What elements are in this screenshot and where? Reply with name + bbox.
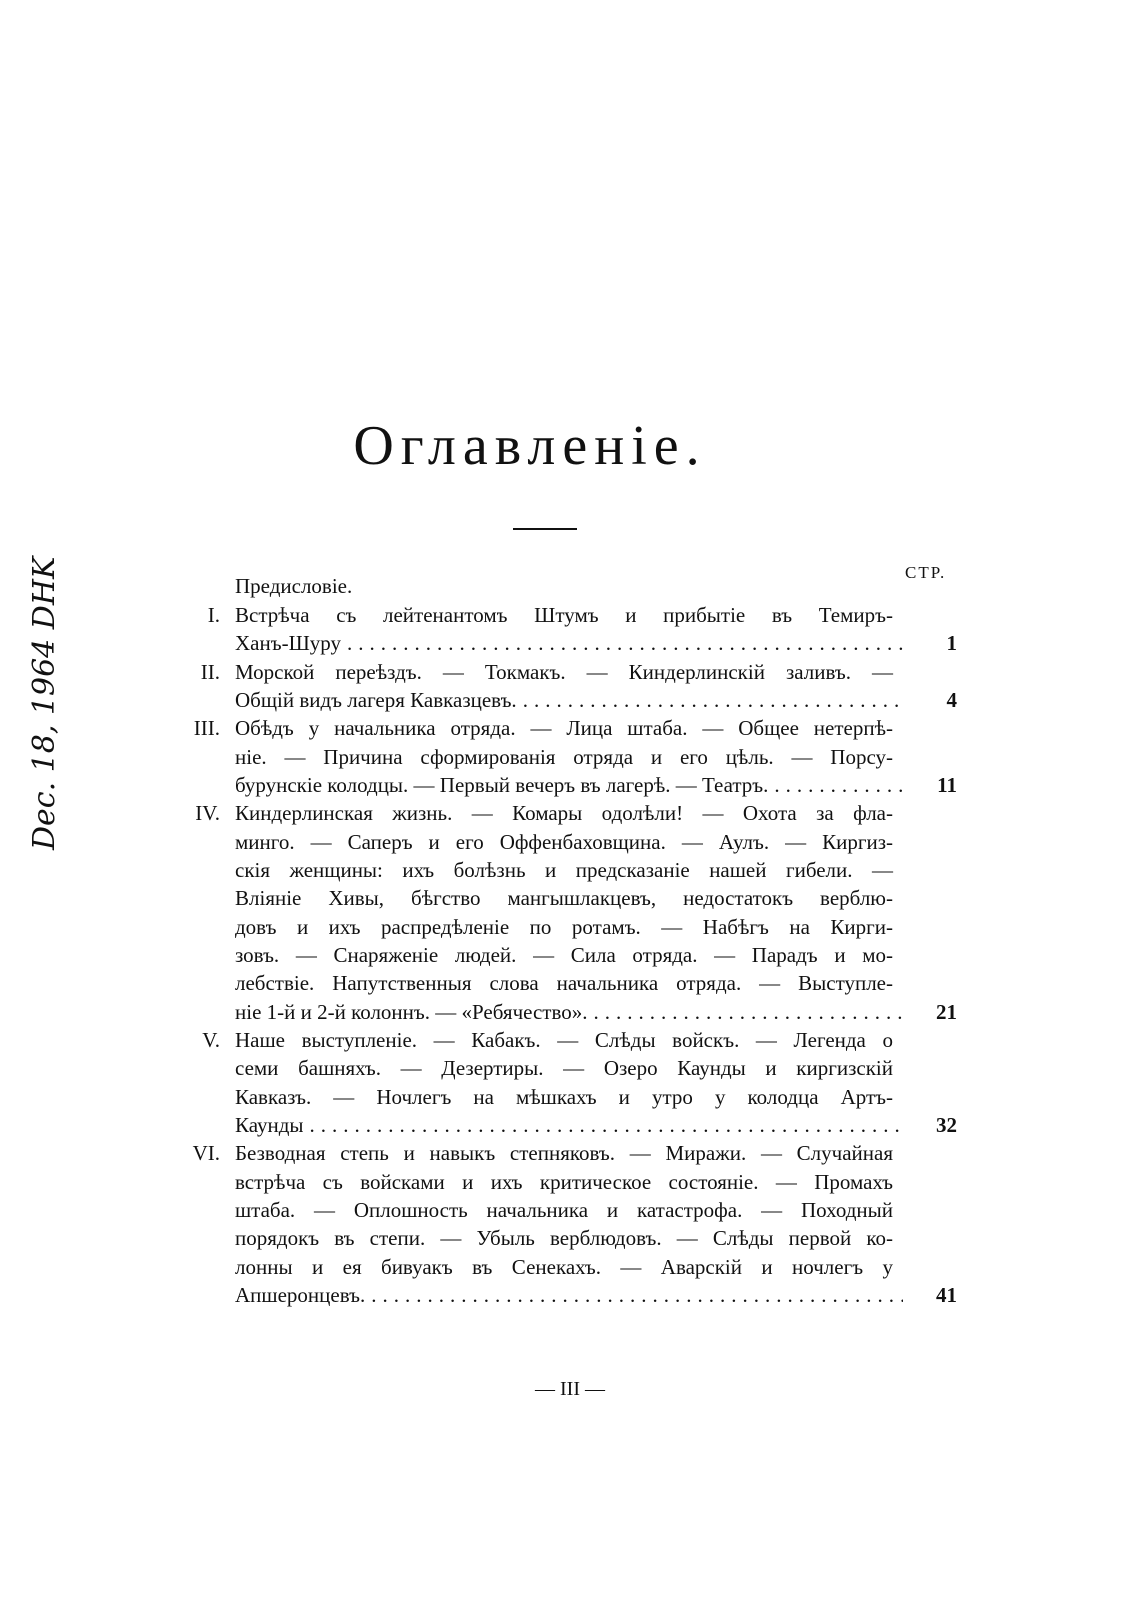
- toc-line-text: бурунскіе колодцы. — Первый вечеръ въ лагерѣ. — Театръ.: [235, 773, 769, 797]
- leader-dots: [365, 1280, 903, 1310]
- leader-dots: [517, 685, 903, 715]
- toc-numeral-2: II.: [200, 660, 220, 684]
- toc-line-text: Апшеронцевъ.: [235, 1283, 366, 1307]
- toc-line: порядокъ въ степи. — Убыль верблюдовъ. — Слѣды первой ко-: [235, 1226, 893, 1250]
- toc-numeral-3: III.: [193, 716, 220, 740]
- toc-line-text: Ханъ-Шуру: [235, 631, 341, 655]
- toc-preface: Предисловіе.: [235, 574, 353, 598]
- toc-line: лебствіе. Напутственныя слова начальника отряда. — Выступле-: [235, 971, 893, 995]
- toc-line: Киндерлинская жизнь. — Комары одолѣли! — Охота за фла-: [235, 801, 893, 825]
- toc-page-5: 32: [936, 1113, 957, 1137]
- toc-page-1: 1: [946, 631, 957, 655]
- page-column-label: СТР.: [905, 563, 947, 582]
- toc-page-3: 11: [937, 773, 957, 797]
- page-number: — III —: [535, 1378, 605, 1400]
- toc-numeral-1: I.: [207, 603, 220, 627]
- toc-line: довъ и ихъ распредѣленіе по ротамъ. — Набѣгъ на Кирги-: [235, 915, 893, 939]
- toc-line: лонны и ея бивуакъ въ Сенекахъ. — Аварскій и ночлегъ у: [235, 1255, 893, 1279]
- toc-numeral-6: VI.: [192, 1141, 220, 1165]
- title-divider: [513, 528, 577, 530]
- toc-line: встрѣча съ войсками и ихъ критическое состояніе. — Промахъ: [235, 1170, 893, 1194]
- toc-line: Вліяніе Хивы, бѣгство мангышлакцевъ, недостатокъ верблю-: [235, 886, 893, 910]
- toc-line: Встрѣча съ лейтенантомъ Штумъ и прибытіе въ Темиръ-: [235, 603, 893, 627]
- toc-line: минго. — Саперъ и его Оффенбаховщина. — Аулъ. — Киргиз-: [235, 830, 893, 854]
- toc-line-text: Общій видъ лагеря Кавказцевъ.: [235, 688, 517, 712]
- toc-line-final: [235, 1280, 903, 1310]
- leader-dots: [768, 770, 903, 800]
- toc-line-final: [235, 1110, 903, 1140]
- toc-line-final: [235, 685, 903, 715]
- toc-numeral-5: V.: [202, 1028, 220, 1052]
- toc-page-4: 21: [936, 1000, 957, 1024]
- toc-line-text: Каунды: [235, 1113, 304, 1137]
- leader-dots: [588, 997, 904, 1027]
- leader-dots: [341, 628, 903, 658]
- toc-line: Кавказъ. — Ночлегъ на мѣшкахъ и утро у колодца Артъ-: [235, 1085, 893, 1109]
- handwritten-margin-note: Dec. 18, 1964 DHK: [27, 556, 62, 850]
- toc-line: ніе. — Причина сформированія отряда и его цѣль. — Порсу-: [235, 745, 893, 769]
- toc-line: семи башняхъ. — Дезертиры. — Озеро Каунды и киргизскій: [235, 1056, 893, 1080]
- toc-line-text: ніе 1-й и 2-й колоннъ. — «Ребячество».: [235, 1000, 588, 1024]
- page-title: Оглавленіе.: [353, 415, 707, 477]
- leader-dots: [304, 1110, 903, 1140]
- toc-page-2: 4: [946, 688, 957, 712]
- toc-page-6: 41: [936, 1283, 957, 1307]
- toc-numeral-4: IV.: [195, 801, 220, 825]
- toc-line-final: [235, 997, 903, 1027]
- toc-line: штаба. — Оплошность начальника и катастрофа. — Походный: [235, 1198, 893, 1222]
- toc-line: Морской переѣздъ. — Токмакъ. — Киндерлинскій заливъ. —: [235, 660, 893, 684]
- toc-line-final: [235, 770, 903, 800]
- toc-line: скія женщины: ихъ болѣзнь и предсказаніе нашей гибели. —: [235, 858, 893, 882]
- toc-line: Обѣдъ у начальника отряда. — Лица штаба. — Общее нетерпѣ-: [235, 716, 893, 740]
- toc-line: Наше выступленіе. — Кабакъ. — Слѣды войскъ. — Легенда о: [235, 1028, 893, 1052]
- toc-line: Безводная степь и навыкъ степняковъ. — Миражи. — Случайная: [235, 1141, 893, 1165]
- toc-line: зовъ. — Снаряженіе людей. — Сила отряда. — Парадъ и мо-: [235, 943, 893, 967]
- toc-line-final: [235, 628, 903, 658]
